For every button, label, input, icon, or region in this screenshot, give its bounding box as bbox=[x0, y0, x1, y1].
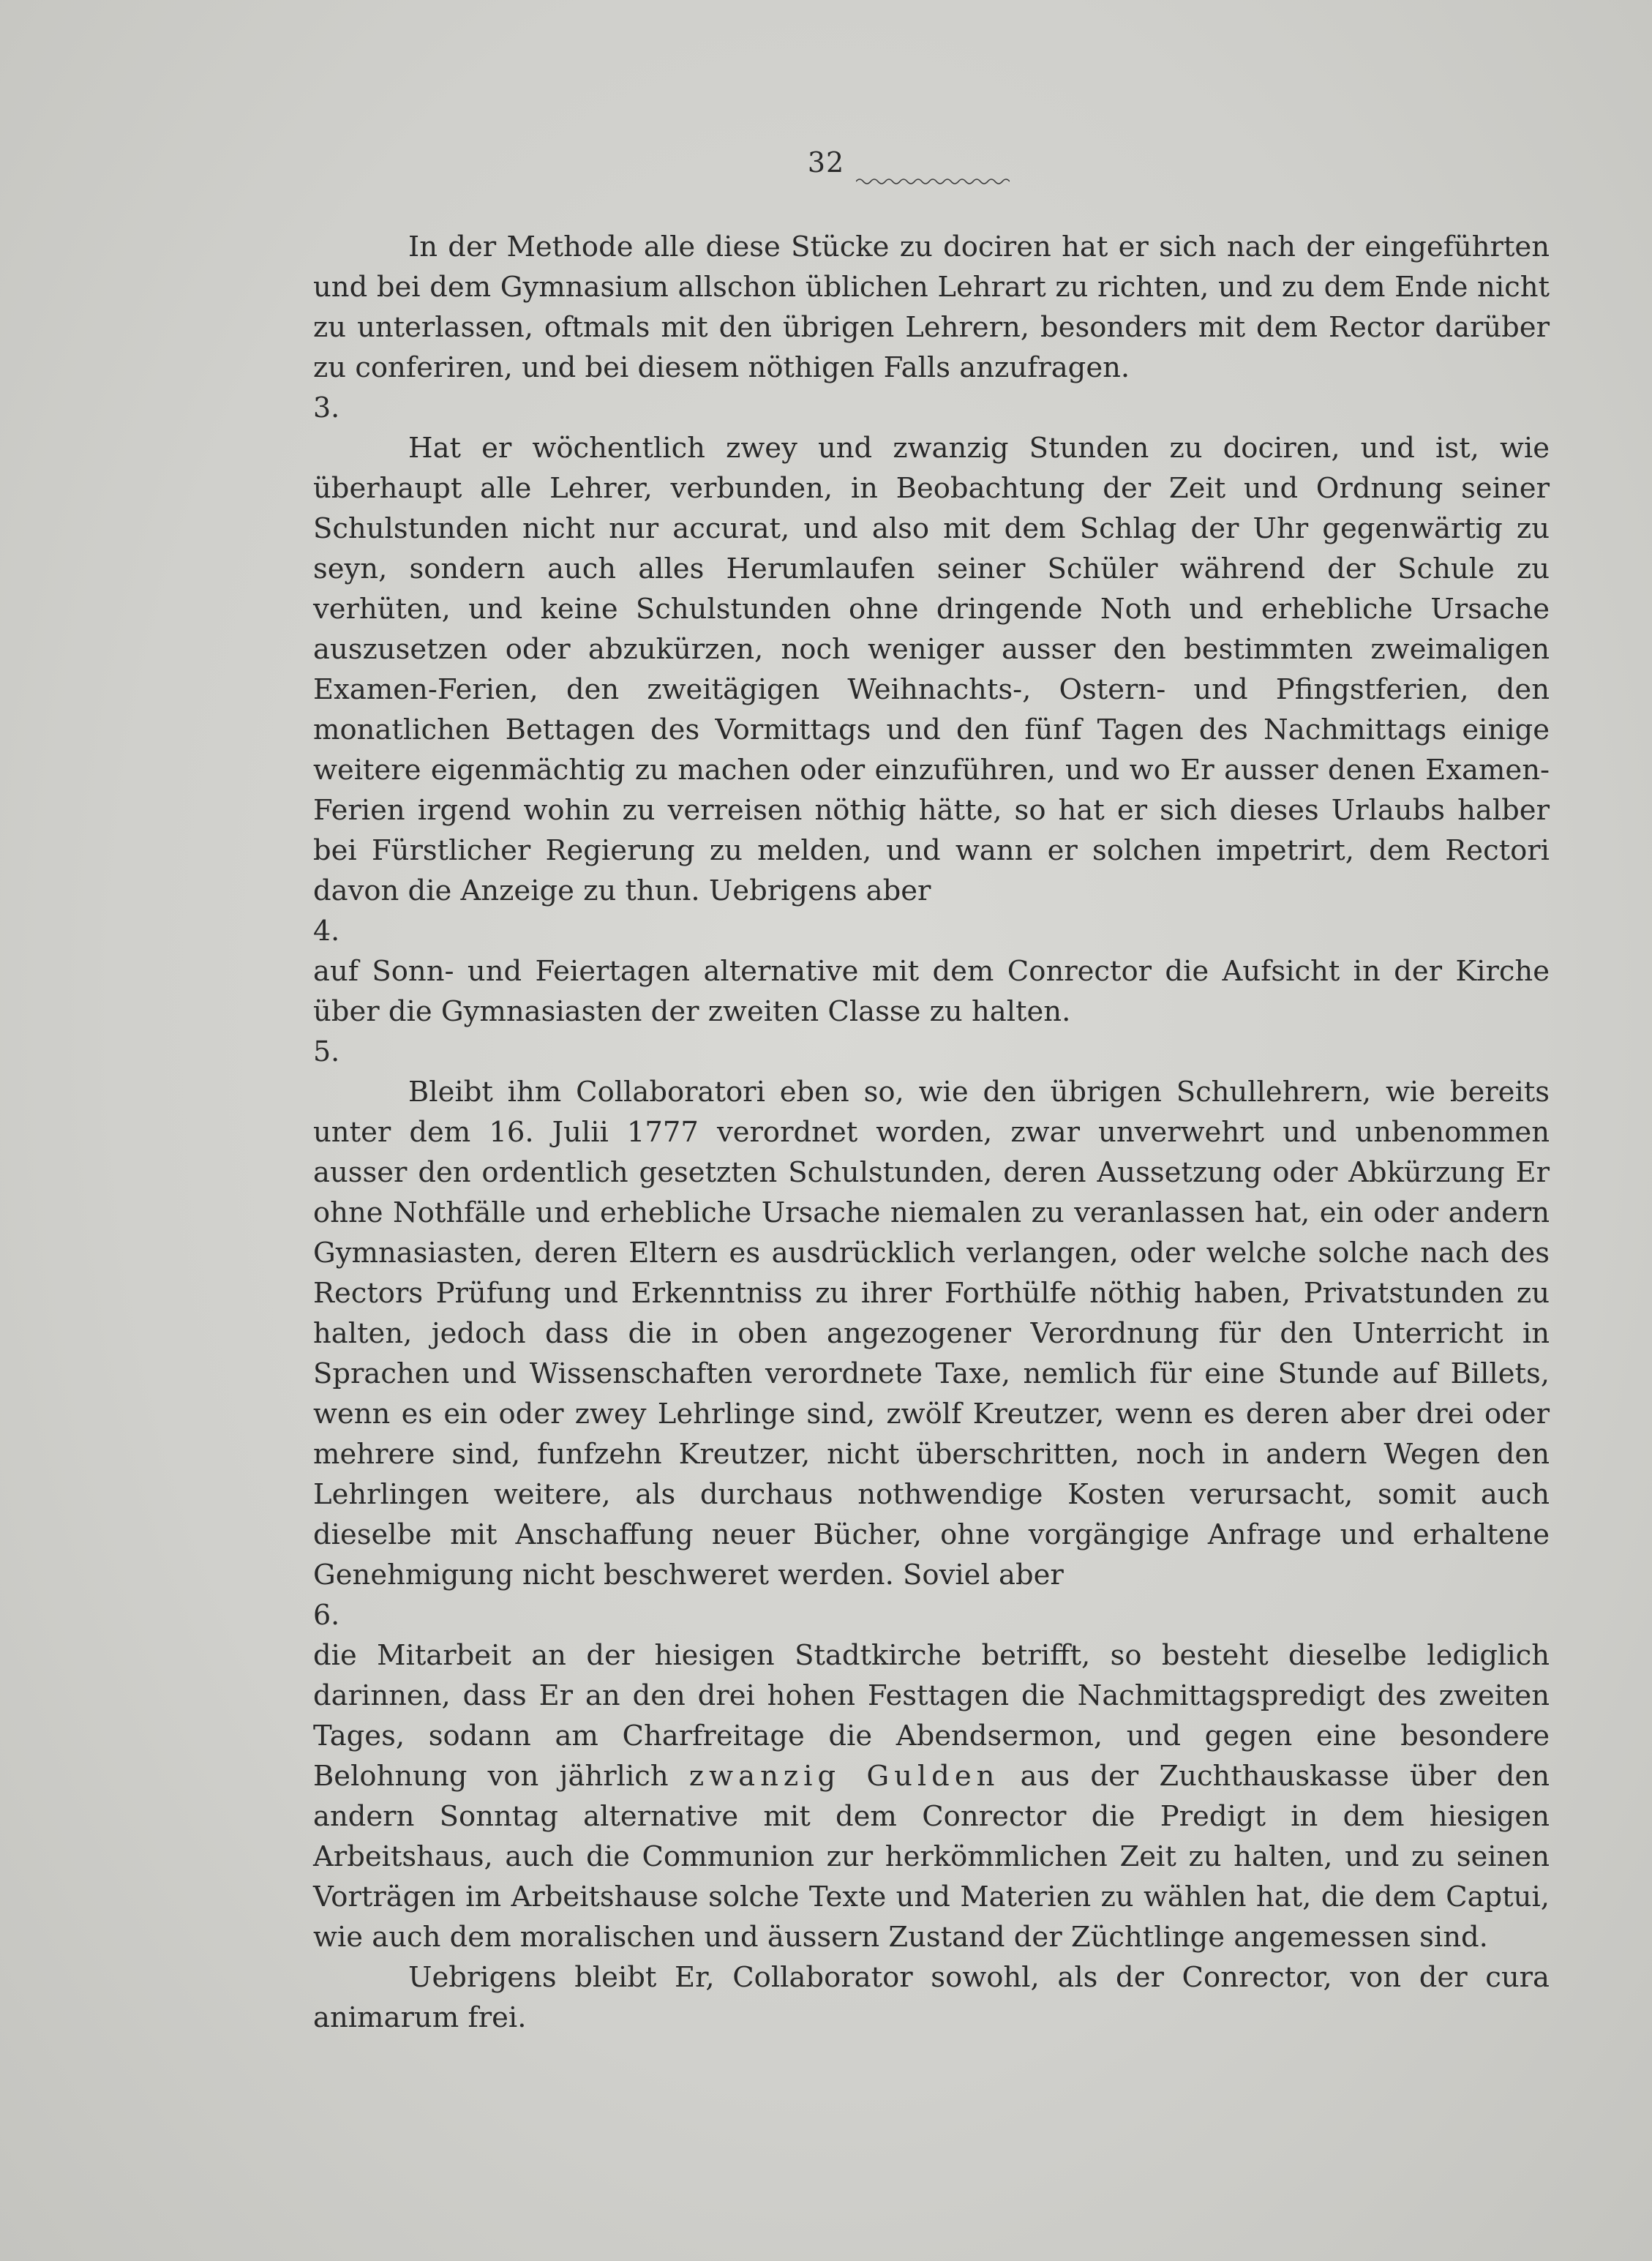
section-number-4: 4. bbox=[313, 915, 340, 947]
page-number: 32 bbox=[807, 146, 845, 179]
section-number-6: 6. bbox=[313, 1599, 340, 1631]
section-3-paragraph: Hat er wöchentlich zwey und zwanzig Stunden zu dociren, und ist, wie überhaupt alle Lehrer, verbunden, in Beobachtung der Zeit und Ordnung seiner Schulstunden nicht nur accurat, und also mit dem Schlag der Uhr gegenwärtig zu seyn, sondern auch alles Herumlaufen seiner Schüler während der Schule zu verhüten, und keine Schulstunden ohne dringende Noth und erhebliche Ursache auszusetzen oder abzukürzen, noch weniger ausser den bestimmten zweimaligen Examen-Ferien, den zweitägigen Weihnachts-, Ostern- und Pfingstferien, den monatlichen Bettagen des Vormittags und den fünf Tagen des Nachmittags einige weitere eigenmächtig zu machen oder einzuführen, und wo Er ausser denen Examen-Ferien irgend wohin zu verreisen nöthig hätte, so hat er sich dieses Urlaubs halber bei Fürstlicher Regierung zu melden, und wann er solchen impetrirt, dem Rectori davon die Anzeige zu thun. Uebrigens aber bbox=[313, 432, 1550, 907]
closing-paragraph: Uebrigens bleibt Er, Collaborator sowohl, als der Conrector, von der cura animarum frei. bbox=[313, 1961, 1550, 2034]
section-number-5: 5. bbox=[313, 1035, 340, 1068]
section-6-text-before: die Mitarbeit an der hiesigen Stadtkirche betrifft, so besteht dieselbe lediglich darinnen, dass Er an den drei hohen Festtagen die Nachmittagspredigt des zweiten Tages, sodann am Charfreitage die Abendsermon, und gegen eine besondere Belohnung von jährlich bbox=[313, 1639, 1550, 1793]
section-5-paragraph: Bleibt ihm Collaboratori eben so, wie den übrigen Schullehrern, wie bereits unter dem 16. Julii 1777 verordnet worden, zwar unverwehrt und unbenommen ausser den ordentlich gesetzten Schulstunden, deren Aussetzung oder Abkürzung Er ohne Nothfälle und erhebliche Ursache niemalen zu veranlassen hat, ein oder andern Gymnasiasten, deren Eltern es ausdrücklich verlangen, oder welche solche nach des Rectors Prüfung und Erkenntniss zu ihrer Forthülfe nöthig haben, Privatstunden zu halten, jedoch dass die in oben angezogener Verordnung für den Unterricht in Sprachen und Wissenschaften verordnete Taxe, nemlich für eine Stunde auf Billets, wenn es ein oder zwey Lehrlinge sind, zwölf Kreutzer, wenn es deren aber drei oder mehrere sind, funfzehn Kreutzer, nicht überschritten, noch in andern Wegen den Lehrlingen weitere, als durchaus nothwendige Kosten verursacht, somit auch dieselbe mit Anschaffung neuer Bücher, ohne vorgängige Anfrage und erhaltene Genehmigung nicht beschweret werden. Soviel aber bbox=[313, 1076, 1550, 1591]
section-4-paragraph: auf Sonn- und Feiertagen alternative mit dem Conrector die Aufsicht in der Kirche über die Gymnasiasten der zweiten Classe zu halten. bbox=[313, 955, 1550, 1028]
section-number-3: 3. bbox=[313, 391, 340, 424]
section-6-text-after: aus der Zuchthauskasse über den andern Sonntag alternative mit dem Conrector die Predigt in dem hiesigen Arbeitshaus, auch die Communion zur herkömmlichen Zeit zu halten, und zu seinen Vorträgen im Arbeitshause solche Texte und Materien zu wählen hat, die dem Captui, wie auch dem moralischen und äussern Zustand der Züchtlinge angemessen sind. bbox=[313, 1760, 1550, 1954]
body-text bbox=[313, 227, 1550, 2038]
section-6-spaced-amount: zwanzig Gulden bbox=[688, 1760, 1000, 1793]
intro-paragraph: In der Methode alle diese Stücke zu dociren hat er sich nach der eingeführten und bei dem Gymnasium allschon üblichen Lehrart zu richten, und zu dem Ende nicht zu unterlassen, oftmals mit den übrigen Lehrern, besonders mit dem Rector darüber zu conferiren, und bei diesem nöthigen Falls anzufragen. bbox=[313, 230, 1550, 384]
section-6-paragraph bbox=[313, 1635, 1550, 1957]
wavy-rule-ornament bbox=[856, 176, 1010, 187]
